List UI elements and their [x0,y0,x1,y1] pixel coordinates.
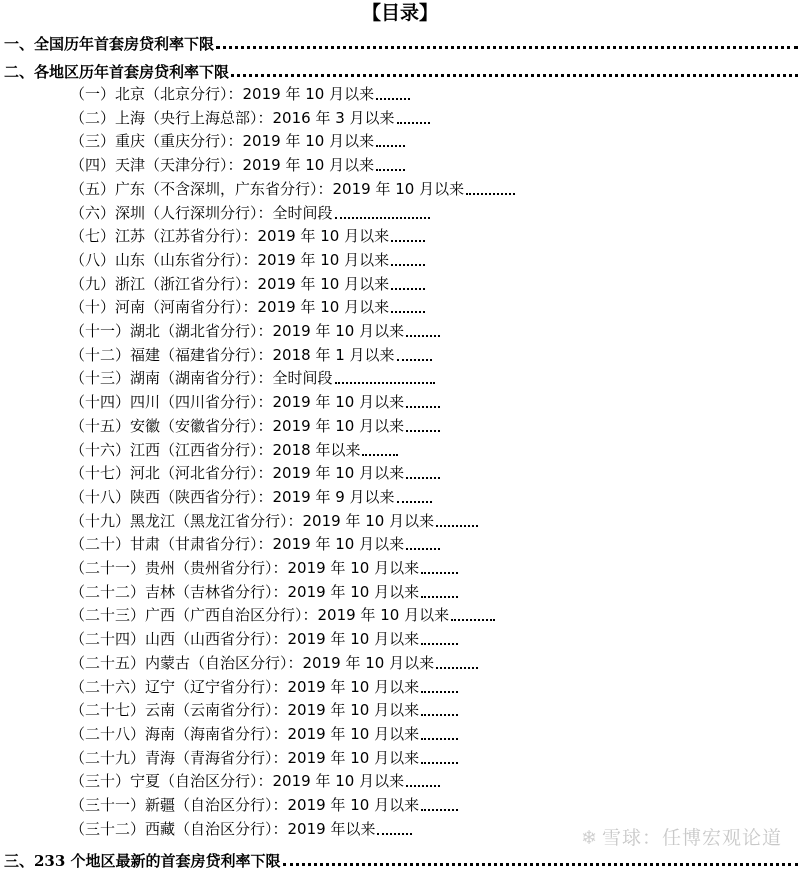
dot-leader [436,525,478,527]
dot-leader [391,311,425,313]
dot-leader [436,667,478,669]
dot-leader [391,264,425,266]
toc-entry-label: （七）江苏（江苏省分行）：2019 年 10 月以来 [70,227,390,246]
toc-entry-label: （十五）安徽（安徽省分行）：2019 年 10 月以来 [70,416,405,435]
dot-leader [335,382,435,384]
toc-entry-label: （三）重庆（重庆分行）：2019 年 10 月以来 [70,132,375,151]
dot-leader [406,785,440,787]
watermark [581,826,782,850]
toc-entry-label: （十九）黑龙江（黑龙江省分行）：2019 年 10 月以来 [70,511,435,530]
toc-entry[interactable] [0,153,800,175]
toc-entry[interactable] [0,698,800,720]
dot-leader [421,572,458,574]
toc-entry-label: （四）天津（天津分行）：2019 年 10 月以来 [70,156,375,175]
toc-entry[interactable] [0,746,800,768]
watermark-text: 雪球：任博宏观论道 [601,827,782,849]
toc-entry[interactable] [0,319,800,341]
toc-entry-label: （九）浙江（浙江省分行）：2019 年 10 月以来 [70,274,390,293]
toc-entry[interactable] [0,129,800,151]
toc-entry[interactable] [0,224,800,246]
toc-entry[interactable] [0,580,800,602]
dot-leader [406,548,440,550]
toc-title: 【目录】 [361,2,438,24]
toc-entry[interactable] [0,438,800,460]
toc-entry-label: （十三）湖南（湖南省分行）：全时间段 [70,369,333,388]
dot-leader [421,738,458,740]
toc-entry-label: （三十二）西藏（自治区分行）：2019 年以来 [70,819,376,838]
dot-leader [466,193,515,195]
toc-entry-label: （一）北京（北京分行）：2019 年 10 月以来 [70,85,375,103]
toc-entry-label: （二十七）云南（云南省分行）：2019 年 10 月以来 [70,701,420,720]
toc-entry-label: （十四）四川（四川省分行）：2019 年 10 月以来 [70,393,405,412]
toc-entry[interactable] [0,651,800,673]
dot-leader [231,74,798,77]
toc-entry-label: （二十五）内蒙古（自治区分行）：2019 年 10 月以来 [70,653,435,672]
toc-entry[interactable] [0,390,800,412]
toc-entry[interactable] [0,675,800,697]
toc-entry-label: （五）广东（不含深圳，广东省分行）：2019 年 10 月以来 [70,179,465,198]
toc-section-2[interactable] [4,59,798,81]
dot-leader [451,619,495,621]
toc-entry[interactable] [0,82,800,104]
dot-leader [397,122,430,124]
dot-leader [406,406,440,408]
toc-entry[interactable] [0,201,800,223]
dot-leader [376,98,410,100]
snowball-icon: ❄ [581,827,598,849]
dot-leader [421,714,458,716]
toc-entry-label: （二十二）吉林（吉林省分行）：2019 年 10 月以来 [70,582,420,601]
toc-entry-label: （三十一）新疆（自治区分行）：2019 年 10 月以来 [70,796,420,814]
toc-entry-label: （十）河南（河南省分行）：2019 年 10 月以来 [70,298,390,317]
dot-leader [397,501,432,503]
toc-entry[interactable] [0,343,800,365]
toc-entry-label: （二）上海（央行上海总部）：2016 年 3 月以来 [70,108,395,127]
toc-entry-label: （十八）陕西（陕西省分行）：2019 年 9 月以来 [70,487,395,506]
dot-leader [216,46,798,49]
toc-section-label: 三、233 个地区最新的首套房贷利率下限 [4,852,281,870]
toc-section-label: 一、全国历年首套房贷利率下限 [4,35,215,53]
toc-section-1[interactable] [4,31,798,53]
dot-leader [421,809,458,811]
toc-entry-label: （八）山东（山东省分行）：2019 年 10 月以来 [70,250,390,269]
toc-entry[interactable] [0,366,800,388]
toc-entry-label: （十七）河北（河北省分行）：2019 年 10 月以来 [70,464,405,483]
toc-entry-label: （三十）宁夏（自治区分行）：2019 年 10 月以来 [70,772,405,791]
dot-leader [376,145,405,147]
toc-entry-label: （二十八）海南（海南省分行）：2019 年 10 月以来 [70,724,420,743]
toc-entry-label: （十一）湖北（湖北省分行）：2019 年 10 月以来 [70,322,405,340]
toc-entry-label: （二十）甘肃（甘肃省分行）：2019 年 10 月以来 [70,535,405,554]
toc-entry[interactable] [0,722,800,744]
toc-entry[interactable] [0,106,800,128]
dot-leader [377,833,412,835]
toc-entry[interactable] [0,793,800,815]
toc-entry[interactable] [0,769,800,791]
toc-entry-label: （十二）福建（福建省分行）：2018 年 1 月以来 [70,345,395,364]
toc-entry[interactable] [0,556,800,578]
dot-leader [406,477,440,479]
dot-leader [406,430,440,432]
toc-entry[interactable] [0,509,800,531]
toc-entry[interactable] [0,177,800,199]
toc-entry-label: （二十四）山西（山西省分行）：2019 年 10 月以来 [70,630,420,649]
dot-leader [376,169,405,171]
dot-leader [406,335,440,337]
toc-entry[interactable] [0,248,800,270]
toc-entry[interactable] [0,461,800,483]
toc-section-label: 二、各地区历年首套房贷利率下限 [4,63,230,81]
toc-entry[interactable] [0,532,800,554]
dot-leader [283,863,798,866]
toc-entry-label: （二十三）广西（广西自治区分行）：2019 年 10 月以来 [70,606,450,625]
toc-entry[interactable] [0,627,800,649]
dot-leader [421,643,458,645]
dot-leader [421,691,458,693]
dot-leader [421,762,458,764]
dot-leader [391,288,425,290]
toc-entry-label: （二十一）贵州（贵州省分行）：2019 年 10 月以来 [70,559,420,577]
dot-leader [362,454,398,456]
toc-entry[interactable] [0,295,800,317]
toc-entry-label: （二十九）青海（青海省分行）：2019 年 10 月以来 [70,748,420,767]
toc-section-3[interactable] [4,848,798,870]
dot-leader [397,359,432,361]
toc-entry[interactable] [0,485,800,507]
toc-entry[interactable] [0,603,800,625]
toc-entry-label: （十六）江西（江西省分行）：2018 年以来 [70,440,361,459]
dot-leader [421,596,458,598]
dot-leader [335,217,430,219]
dot-leader [391,240,425,242]
toc-entry[interactable] [0,272,800,294]
toc-entry-label: （二十六）辽宁（辽宁省分行）：2019 年 10 月以来 [70,677,420,696]
toc-entry[interactable] [0,414,800,436]
toc-entry-label: （六）深圳（人行深圳分行）：全时间段 [70,203,333,222]
